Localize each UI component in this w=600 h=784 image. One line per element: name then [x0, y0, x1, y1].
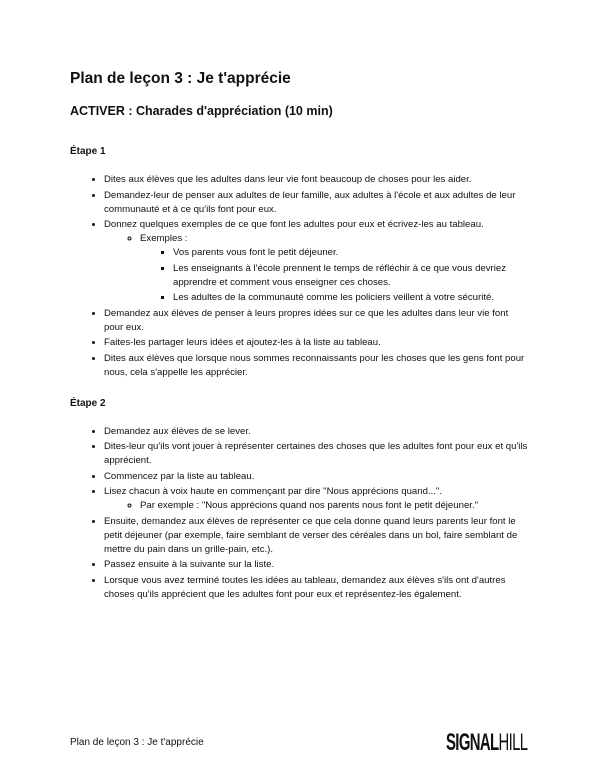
- list-item: • Faites-les partager leurs idées et ajoutez-les à la liste au tableau.: [104, 336, 530, 350]
- list-item: • Ensuite, demandez aux élèves de représenter ce que cela donne quand leurs parents leur font le petit déjeuner (par exemple, faire semblant de verser des céréales dans un bol, faire semblant de mettre du pain dans un grille-pain, etc.).: [104, 515, 530, 557]
- page-title: Plan de leçon 3 : Je t'apprécie: [70, 70, 291, 87]
- list-item: • Dites aux élèves que lorsque nous sommes reconnaissants pour les choses que les gens font pour nous, cela s'appelle les apprécier.: [104, 352, 530, 380]
- lesson-page: [70, 70, 530, 620]
- step-1-list: [70, 173, 530, 380]
- section-heading: ACTIVER : Charades d'appréciation (10 min): [70, 104, 333, 118]
- step-1-heading: Étape 1: [70, 146, 106, 157]
- nested-list: [140, 246, 530, 305]
- list-item-text: Lisez chacun à voix haute en commençant par dire "Nous apprécions quand...".: [104, 486, 442, 497]
- sub-list: [104, 499, 530, 513]
- signal-hill-logo: [446, 729, 527, 757]
- list-item: [104, 485, 530, 513]
- list-item: • Demandez aux élèves de penser à leurs propres idées sur ce que les adultes dans leur vie font pour eux.: [104, 307, 530, 335]
- step-2-list: [70, 425, 530, 602]
- list-item: [104, 218, 530, 305]
- sub-list-label: Exemples :: [140, 233, 188, 244]
- footer-text: Plan de leçon 3 : Je t'apprécie: [70, 737, 204, 748]
- nested-list-item: ▪ Vos parents vous font le petit déjeuner.: [173, 246, 530, 260]
- sub-list-item: ◦ Par exemple : "Nous apprécions quand nos parents nous font le petit déjeuner.": [140, 499, 530, 513]
- sub-list-item: [140, 232, 530, 305]
- list-item: • Dites aux élèves que les adultes dans leur vie font beaucoup de choses pour les aider.: [104, 173, 530, 187]
- sub-list: [104, 232, 530, 305]
- list-item: • Demandez aux élèves de se lever.: [104, 425, 530, 439]
- list-item: • Dites-leur qu'ils vont jouer à représenter certaines des choses que les adultes font pour eux et qu'ils apprécient.: [104, 440, 530, 468]
- logo-part-1: SIGNAL: [446, 729, 499, 756]
- list-item-text: Donnez quelques exemples de ce que font les adultes pour eux et écrivez-les au tableau.: [104, 219, 484, 230]
- nested-list-item: ▪ Les enseignants à l'école prennent le temps de réfléchir à ce que vous devriez apprendre et comment vous enseigner ces choses.: [173, 262, 530, 290]
- logo-part-2: HILL: [498, 729, 528, 756]
- list-item: • Lorsque vous avez terminé toutes les idées au tableau, demandez aux élèves s'ils ont d'autres choses qu'ils apprécient que les adultes font pour eux et représentez-les également.: [104, 574, 530, 602]
- step-2-heading: Étape 2: [70, 397, 106, 409]
- list-item: • Passez ensuite à la suivante sur la liste.: [104, 558, 530, 572]
- list-item: • Commencez par la liste au tableau.: [104, 470, 530, 484]
- list-item: • Demandez-leur de penser aux adultes de leur famille, aux adultes à l'école et aux adultes de leur communauté et à ce qu'ils font pour eux.: [104, 189, 530, 217]
- nested-list-item: ▪ Les adultes de la communauté comme les policiers veillent à votre sécurité.: [173, 291, 530, 305]
